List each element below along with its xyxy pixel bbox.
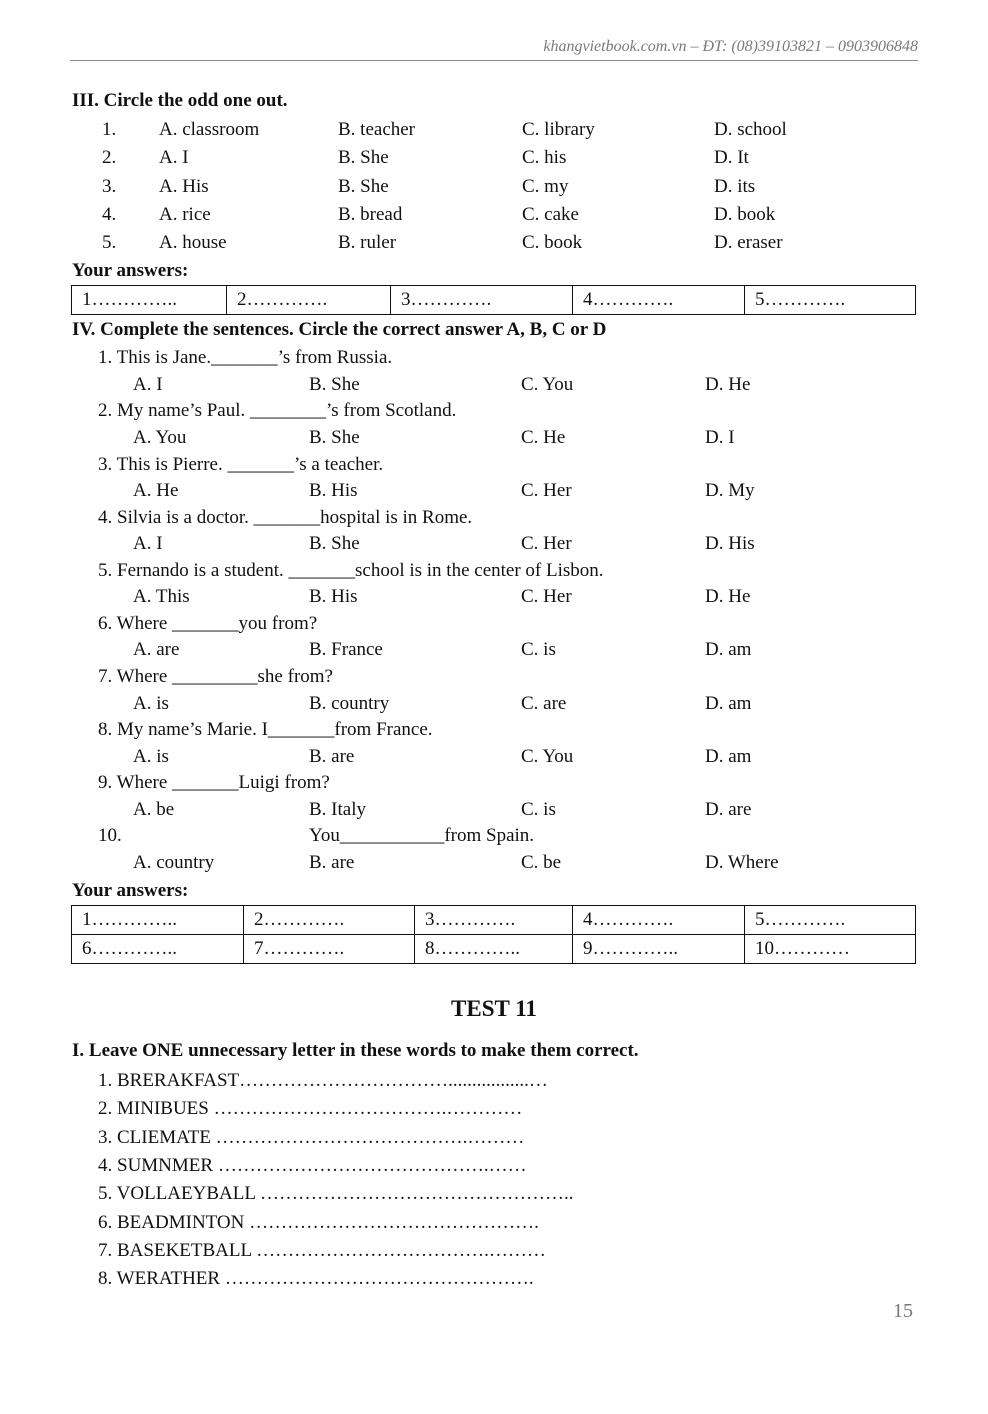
option-a[interactable]: A. I [159,147,189,168]
option-c[interactable]: C. are [521,693,567,714]
option-b[interactable]: B. bread [338,204,403,225]
option-c[interactable]: C. book [522,232,583,253]
option-b[interactable]: B. She [309,533,360,554]
item-number: 1. [102,119,117,140]
question-text: 2. My name’s Paul. ________’s from Scotland. [98,400,457,421]
section-4-title: IV. Complete the sentences. Circle the correct answer A, B, C or D [72,319,607,340]
option-b[interactable]: B. She [338,147,389,168]
section-3-title: III. Circle the odd one out. [72,90,288,111]
answer-cell[interactable]: 5…………. [745,286,916,315]
question-text: 9. Where _______Luigi from? [98,772,330,793]
option-b[interactable]: B. His [309,480,358,501]
answer-cell[interactable]: 7…………. [244,935,415,964]
test-11-section-1-title: I. Leave ONE unnecessary letter in these words to make them correct. [72,1040,639,1061]
option-a[interactable]: A. This [133,586,190,607]
option-b[interactable]: B. She [309,374,360,395]
word-item: 1. BRERAKFAST…………………………….................… [98,1070,548,1091]
page-number: 15 [893,1300,913,1322]
option-c[interactable]: C. He [521,427,566,448]
section-3-answers-label: Your answers: [72,260,189,281]
option-a[interactable]: A. I [133,533,163,554]
answer-cell[interactable]: 8………….. [415,935,573,964]
answer-row [72,935,916,964]
option-d[interactable]: D. It [714,147,749,168]
option-d[interactable]: D. eraser [714,232,783,253]
option-b[interactable]: B. country [309,693,390,714]
answer-row [72,286,916,315]
option-b[interactable]: B. His [309,586,358,607]
answer-cell[interactable]: 6………….. [72,935,244,964]
answer-cell[interactable]: 2…………. [244,906,415,935]
option-c[interactable]: C. Her [521,480,572,501]
option-c[interactable]: C. is [521,639,556,660]
answer-row [72,906,916,935]
option-d[interactable]: D. are [705,799,752,820]
option-a[interactable]: A. rice [159,204,211,225]
answer-cell[interactable]: 3…………. [415,906,573,935]
option-d[interactable]: D. am [705,639,752,660]
option-b[interactable]: B. ruler [338,232,397,253]
word-item: 3. CLIEMATE ………………………………….……… [98,1127,525,1148]
option-d[interactable]: D. My [705,480,755,501]
option-d[interactable]: D. am [705,693,752,714]
option-c[interactable]: C. You [521,746,574,767]
answer-cell[interactable]: 1………….. [72,286,227,315]
option-c[interactable]: C. library [522,119,595,140]
word-item: 6. BEADMINTON ………………………………………. [98,1212,539,1233]
option-c[interactable]: C. his [522,147,567,168]
word-item: 8. WERATHER …………………………………………. [98,1268,534,1289]
word-item: 2. MINIBUES ……………………………….………… [98,1098,523,1119]
option-a[interactable]: A. country [133,852,215,873]
option-c[interactable]: C. You [521,374,574,395]
option-d[interactable]: D. Where [705,852,779,873]
option-a[interactable]: A. be [133,799,175,820]
option-b[interactable]: B. She [309,427,360,448]
item-number: 5. [102,232,117,253]
option-d[interactable]: D. book [714,204,776,225]
page-header: khangvietbook.com.vn – ĐT: (08)39103821 – 0903906848 [70,38,918,61]
answer-cell[interactable]: 1………….. [72,906,244,935]
item-number: 2. [102,147,117,168]
option-c[interactable]: C. is [521,799,556,820]
section-3-answer-table [71,285,916,315]
question-text: 8. My name’s Marie. I_______from France. [98,719,433,740]
option-a[interactable]: A. His [159,176,209,197]
option-b[interactable]: B. are [309,746,355,767]
option-b[interactable]: B. France [309,639,383,660]
answer-cell[interactable]: 9………….. [573,935,745,964]
option-a[interactable]: A. classroom [159,119,260,140]
item-number: 4. [102,204,117,225]
answer-cell[interactable]: 4…………. [573,286,745,315]
answer-cell[interactable]: 4…………. [573,906,745,935]
option-a[interactable]: A. I [133,374,163,395]
question-text: 6. Where _______you from? [98,613,318,634]
answer-cell[interactable]: 3…………. [391,286,573,315]
option-b[interactable]: B. teacher [338,119,416,140]
option-a[interactable]: A. is [133,746,169,767]
option-c[interactable]: C. Her [521,533,572,554]
option-c[interactable]: C. my [522,176,569,197]
section-4-answers-label: Your answers: [72,880,189,901]
question-text: 4. Silvia is a doctor. _______hospital is in Rome. [98,507,473,528]
option-a[interactable]: A. You [133,427,187,448]
option-d[interactable]: D. I [705,427,735,448]
option-b[interactable]: B. are [309,852,355,873]
option-c[interactable]: C. Her [521,586,572,607]
option-c[interactable]: C. be [521,852,562,873]
word-item: 7. BASEKETBALL ……………………………….……… [98,1240,546,1261]
option-d[interactable]: D. school [714,119,787,140]
answer-cell[interactable]: 2…………. [227,286,391,315]
question-text: 1. This is Jane._______’s from Russia. [98,347,393,368]
question-number: 10. [98,825,122,846]
option-d[interactable]: D. He [705,374,751,395]
answer-cell[interactable]: 5…………. [745,906,916,935]
option-b[interactable]: B. Italy [309,799,366,820]
option-d[interactable]: D. its [714,176,756,197]
option-a[interactable]: A. house [159,232,227,253]
option-a[interactable]: A. are [133,639,180,660]
option-a[interactable]: A. He [133,480,179,501]
section-4-answer-table [71,905,916,964]
item-number: 3. [102,176,117,197]
option-a[interactable]: A. is [133,693,169,714]
option-d[interactable]: D. His [705,533,755,554]
option-b[interactable]: B. She [338,176,389,197]
question-text: 3. This is Pierre. _______’s a teacher. [98,454,384,475]
question-sentence: You___________from Spain. [309,825,535,846]
question-text: 5. Fernando is a student. _______school is in the center of Lisbon. [98,560,604,581]
option-d[interactable]: D. He [705,586,751,607]
word-item: 4. SUMNMER …………………………………….…… [98,1155,527,1176]
word-item: 5. VOLLAEYBALL ………………………………………….. [98,1183,574,1204]
question-text: 7. Where _________she from? [98,666,333,687]
option-d[interactable]: D. am [705,746,752,767]
answer-cell[interactable]: 10………… [745,935,916,964]
test-title: TEST 11 [451,996,537,1021]
option-c[interactable]: C. cake [522,204,579,225]
